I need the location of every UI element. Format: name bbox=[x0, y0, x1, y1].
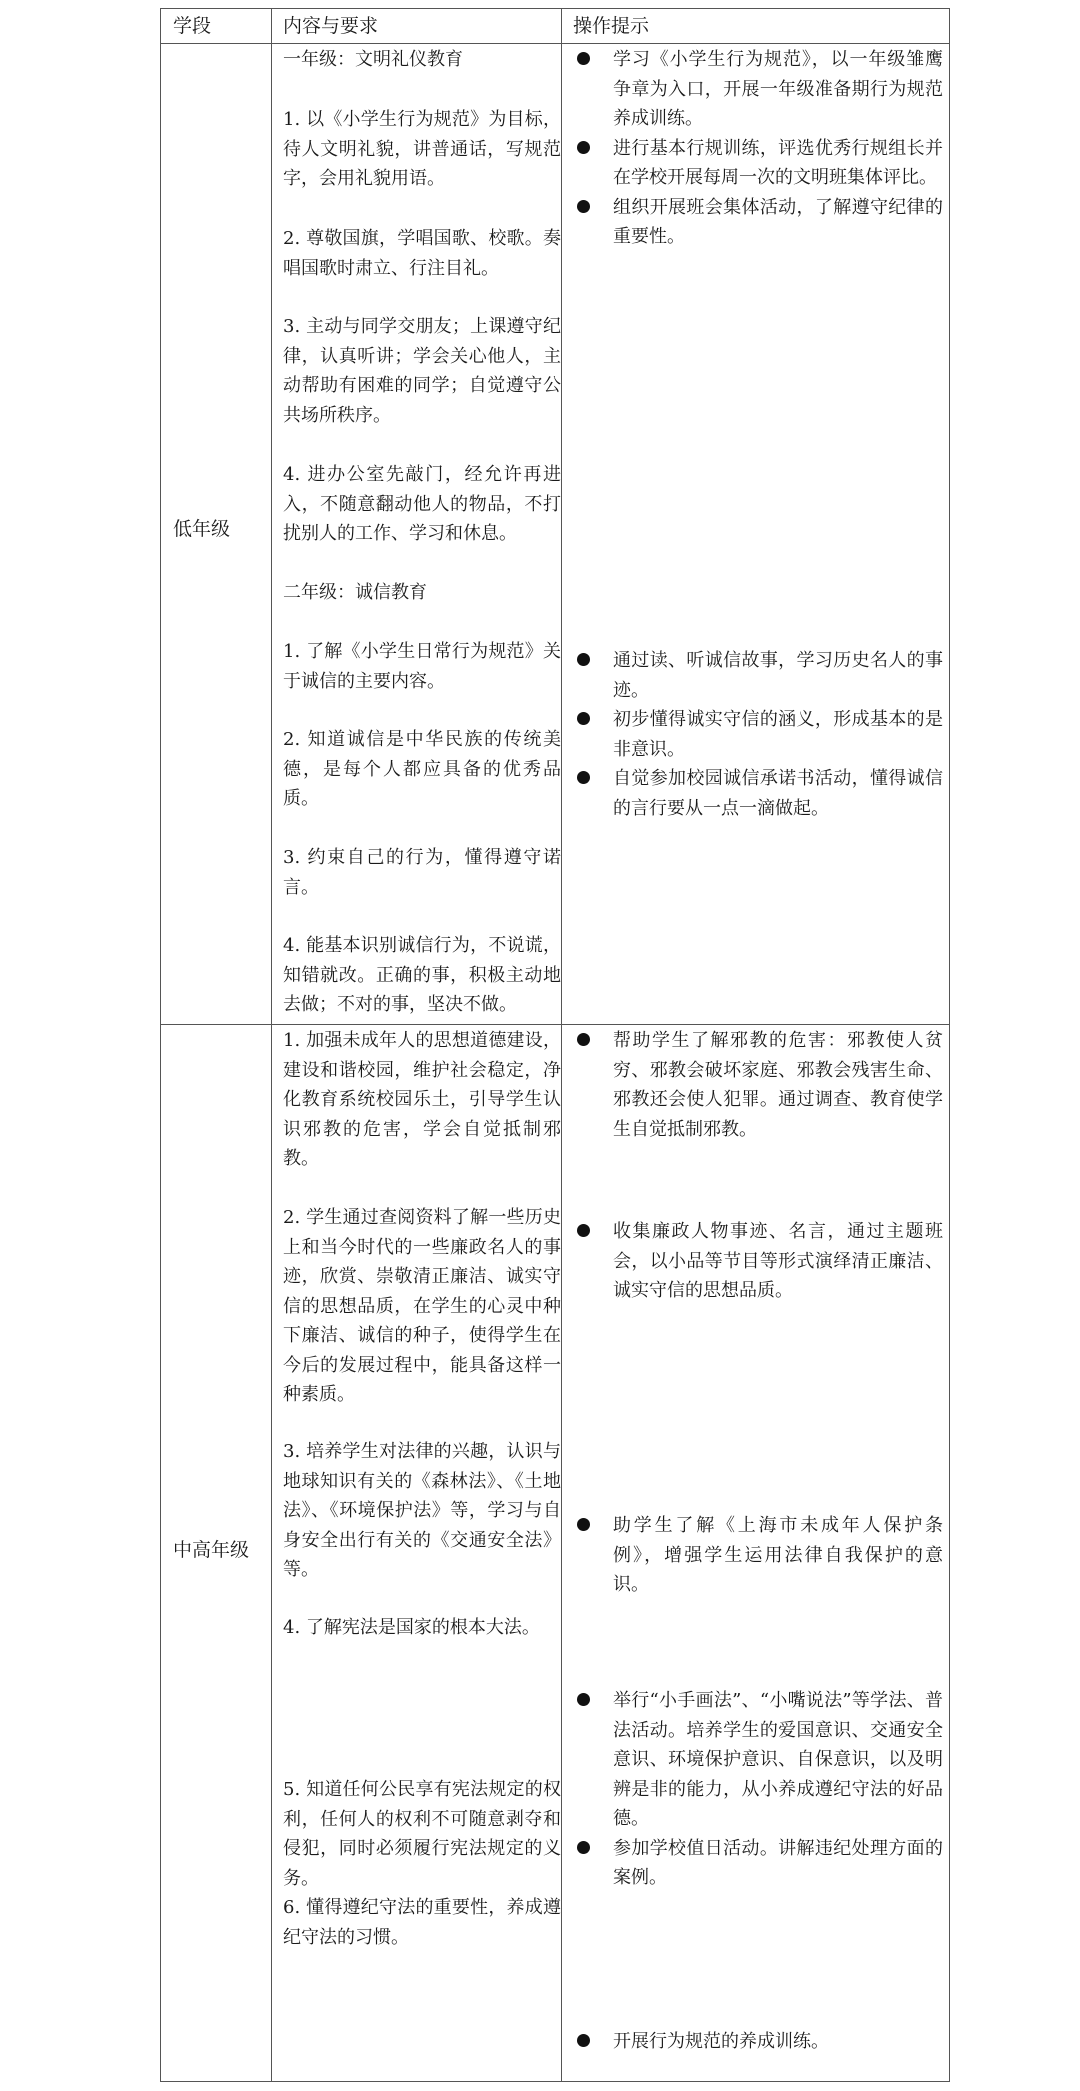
column-divider-2 bbox=[561, 9, 562, 2081]
bullet-icon bbox=[577, 52, 590, 65]
stage-cell-lower: 低年级 bbox=[173, 518, 231, 540]
content-item: 2. 学生通过查阅资料了解一些历史上和当今时代的一些廉政名人的事迹，欣赏、崇敬清正廉洁、诚实守信的思想品质，在学生的心灵中种下廉洁、诚信的种子，使得学生在今后的发展过程中，能具备这样一种素质。 bbox=[283, 1207, 561, 1405]
tip-item: 自觉参加校园诚信承诺书活动，懂得诚信的言行要从一点一滴做起。 bbox=[565, 764, 949, 823]
curriculum-table bbox=[160, 8, 950, 2082]
content-item: 一年级：文明礼仪教育 bbox=[283, 49, 463, 70]
tip-item: 开展行为规范的养成训练。 bbox=[565, 2027, 949, 2057]
stage-cell-upper: 中高年级 bbox=[173, 1539, 250, 1561]
header-content: 内容与要求 bbox=[283, 15, 379, 37]
tip-item: 组织开展班会集体活动，了解遵守纪律的重要性。 bbox=[565, 193, 949, 252]
content-item: 3. 培养学生对法律的兴趣，认识与地球知识有关的《森林法》、《土地法》、《环境保护法》等，学习与自身安全出行有关的《交通安全法》等。 bbox=[283, 1441, 561, 1580]
content-item: 3. 主动与同学交朋友；上课遵守纪律，认真听讲；学会关心他人，主动帮助有困难的同学；自觉遵守公共场所秩序。 bbox=[283, 316, 561, 426]
bullet-icon bbox=[577, 1224, 590, 1237]
tip-item: 通过读、听诚信故事，学习历史名人的事迹。 bbox=[565, 646, 949, 705]
tips-group bbox=[565, 1686, 949, 1893]
tip-item: 收集廉政人物事迹、名言，通过主题班会，以小品等节目等形式演绎清正廉洁、诚实守信的思想品质。 bbox=[565, 1217, 949, 1306]
tip-item: 初步懂得诚实守信的涵义，形成基本的是非意识。 bbox=[565, 705, 949, 764]
header-tips: 操作提示 bbox=[573, 15, 650, 37]
content-item: 1. 以《小学生行为规范》为目标，待人文明礼貌，讲普通话，写规范字，会用礼貌用语。 bbox=[283, 109, 561, 189]
tips-group bbox=[565, 2027, 949, 2057]
tip-item: 助学生了解《上海市未成年人保护条例》，增强学生运用法律自我保护的意识。 bbox=[565, 1511, 949, 1600]
bullet-icon bbox=[577, 141, 590, 154]
content-item: 3. 约束自己的行为，懂得遵守诺言。 bbox=[283, 847, 561, 898]
content-item: 4. 进办公室先敲门，经允许再进入，不随意翻动他人的物品，不打扰别人的工作、学习和休息。 bbox=[283, 464, 561, 544]
header-stage: 学段 bbox=[173, 15, 212, 37]
tips-group bbox=[565, 45, 949, 252]
bullet-icon bbox=[577, 2034, 590, 2047]
tip-item: 进行基本行规训练，评选优秀行规组长并在学校开展每周一次的文明班集体评比。 bbox=[565, 134, 949, 193]
bullet-icon bbox=[577, 1033, 590, 1046]
content-item: 4. 能基本识别诚信行为，不说谎，知错就改。正确的事，积极主动地去做；不对的事，坚决不做。 bbox=[283, 935, 561, 1015]
tip-item: 帮助学生了解邪教的危害：邪教使人贫穷、邪教会破坏家庭、邪教会残害生命、邪教还会使人犯罪。通过调查、教育使学生自觉抵制邪教。 bbox=[565, 1026, 949, 1144]
column-divider-1 bbox=[271, 9, 272, 2081]
bullet-icon bbox=[577, 200, 590, 213]
tips-group bbox=[565, 1217, 949, 1306]
bullet-icon bbox=[577, 712, 590, 725]
content-item: 1. 加强未成年人的思想道德建设，建设和谐校园，维护社会稳定，净化教育系统校园乐土，引导学生认识邪教的危害，学会自觉抵制邪教。 bbox=[283, 1030, 561, 1169]
tip-item: 举行“小手画法”、“小嘴说法”等学法、普法活动。培养学生的爱国意识、交通安全意识、环境保护意识、自保意识，以及明辨是非的能力，从小养成遵纪守法的好品德。 bbox=[565, 1686, 949, 1834]
header-divider bbox=[161, 43, 949, 44]
content-item: 1. 了解《小学生日常行为规范》关于诚信的主要内容。 bbox=[283, 641, 561, 692]
bullet-icon bbox=[577, 771, 590, 784]
tip-item: 参加学校值日活动。讲解违纪处理方面的案例。 bbox=[565, 1834, 949, 1893]
content-item: 二年级：诚信教育 bbox=[283, 582, 427, 603]
tips-group bbox=[565, 1026, 949, 1144]
tips-group bbox=[565, 646, 949, 823]
content-item: 5. 知道任何公民享有宪法规定的权利，任何人的权利不可随意剥夺和侵犯，同时必须履行宪法规定的义务。 bbox=[283, 1779, 561, 1889]
tip-item: 学习《小学生行为规范》，以一年级雏鹰争章为入口，开展一年级准备期行为规范养成训练。 bbox=[565, 45, 949, 134]
bullet-icon bbox=[577, 1693, 590, 1706]
bullet-icon bbox=[577, 1841, 590, 1854]
bullet-icon bbox=[577, 1518, 590, 1531]
content-item: 2. 知道诚信是中华民族的传统美德，是每个人都应具备的优秀品质。 bbox=[283, 729, 561, 809]
tips-group bbox=[565, 1511, 949, 1600]
bullet-icon bbox=[577, 653, 590, 666]
content-item: 2. 尊敬国旗，学唱国歌、校歌。奏唱国歌时肃立、行注目礼。 bbox=[283, 228, 561, 279]
content-item: 4. 了解宪法是国家的根本大法。 bbox=[283, 1617, 540, 1638]
content-item: 6. 懂得遵纪守法的重要性，养成遵纪守法的习惯。 bbox=[283, 1897, 561, 1948]
row-divider bbox=[161, 1024, 949, 1025]
